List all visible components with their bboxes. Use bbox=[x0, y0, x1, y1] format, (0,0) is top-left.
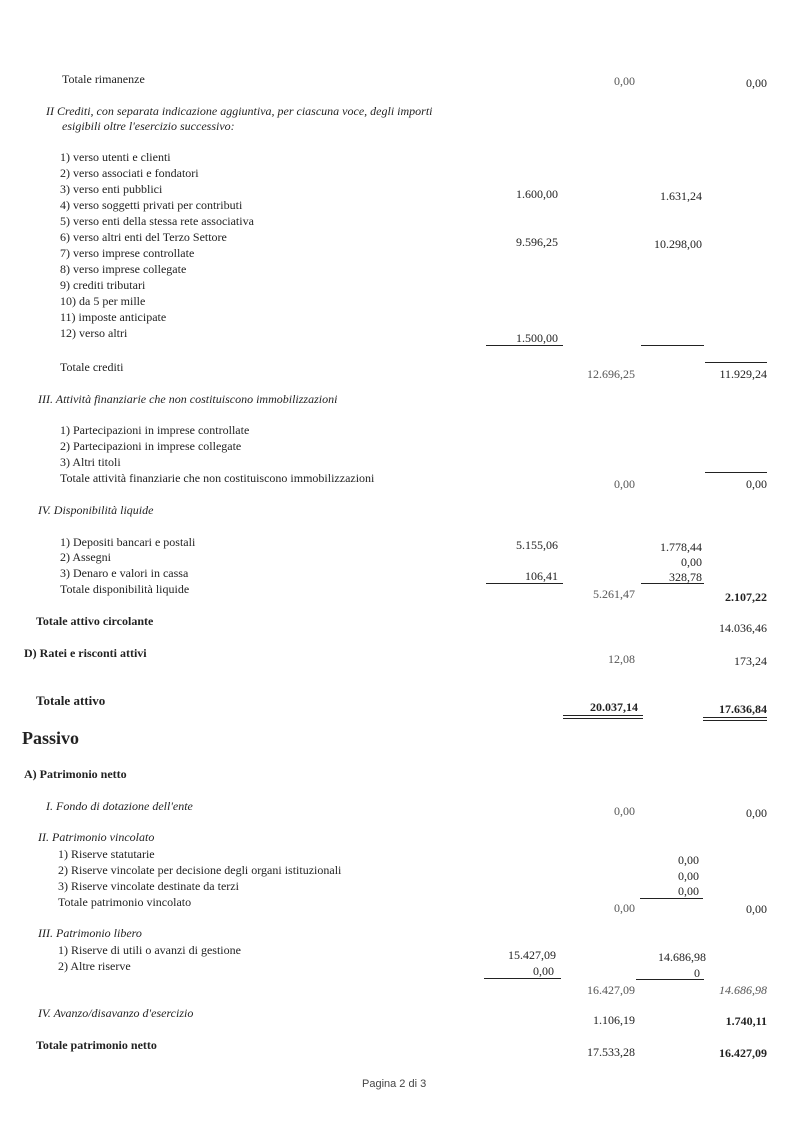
section-title: Passivo bbox=[22, 728, 80, 748]
crediti-6-current: 9.596,25 bbox=[516, 235, 558, 249]
fondo-previous: 0,00 bbox=[746, 806, 767, 820]
crediti-heading: II Crediti, con separata indicazione aggiuntiva, per ciascuna voce, degli importi bbox=[46, 104, 433, 118]
list-item: 9) crediti tributari bbox=[60, 278, 146, 292]
attivita-fin-heading: III. Attività finanziarie che non costituiscono immobilizzazioni bbox=[38, 392, 338, 406]
rimanenze-previous: 0,00 bbox=[746, 76, 767, 90]
libero-total-current: 16.427,09 bbox=[587, 983, 635, 997]
riserve-terzi-previous: 0,00 bbox=[678, 884, 699, 898]
depositi-previous: 1.778,44 bbox=[660, 540, 702, 554]
crediti-total-current: 12.696,25 bbox=[587, 367, 635, 381]
crediti-3-previous: 1.631,24 bbox=[660, 189, 702, 203]
avanzo-current: 1.106,19 bbox=[593, 1013, 635, 1027]
vincolato-heading: II. Patrimonio vincolato bbox=[38, 830, 155, 844]
list-item: 6) verso altri enti del Terzo Settore bbox=[60, 230, 227, 244]
fondo-label: I. Fondo di dotazione dell'ente bbox=[46, 799, 193, 813]
subtotal-rule bbox=[641, 345, 704, 346]
avanzo-previous: 1.740,11 bbox=[725, 1014, 767, 1028]
page-number: Pagina 2 di 3 bbox=[362, 1078, 427, 1090]
list-item: 11) imposte anticipate bbox=[60, 310, 167, 324]
list-item: 3) Denaro e valori in cassa bbox=[60, 566, 189, 580]
denaro-current: 106,41 bbox=[525, 569, 558, 583]
altre-riserve-current: 0,00 bbox=[533, 964, 554, 978]
attivita-fin-total-label: Totale attività finanziarie che non costituiscono immobilizzazioni bbox=[60, 471, 375, 485]
ratei-previous: 173,24 bbox=[734, 654, 767, 668]
vincolato-total-label: Totale patrimonio vincolato bbox=[58, 895, 192, 909]
riserve-organi-previous: 0,00 bbox=[678, 869, 699, 883]
list-item: 1) Depositi bancari e postali bbox=[60, 535, 196, 549]
subtotal-rule bbox=[486, 345, 563, 346]
disponibilita-heading: IV. Disponibilità liquide bbox=[38, 503, 154, 517]
disponibilita-total-current: 5.261,47 bbox=[593, 587, 635, 601]
totale-attivo-current: 20.037,14 bbox=[590, 700, 638, 714]
list-item: 2) Riserve vincolate per decisione degli organi istituzionali bbox=[58, 863, 342, 877]
list-item: 8) verso imprese collegate bbox=[60, 262, 187, 276]
altre-riserve-previous: 0 bbox=[694, 966, 700, 980]
riserve-statutarie-previous: 0,00 bbox=[678, 853, 699, 867]
patrimonio-heading: A) Patrimonio netto bbox=[24, 767, 127, 781]
crediti-3-current: 1.600,00 bbox=[516, 187, 558, 201]
total-rule bbox=[705, 472, 767, 473]
subtotal-rule bbox=[636, 979, 704, 980]
attivita-fin-total-previous: 0,00 bbox=[746, 477, 767, 491]
subtotal-rule bbox=[484, 978, 561, 979]
list-item: 10) da 5 per mille bbox=[60, 294, 146, 308]
total-rule bbox=[705, 362, 767, 363]
assegni-previous: 0,00 bbox=[681, 555, 702, 569]
libero-total-previous: 14.686,98 bbox=[719, 983, 767, 997]
subtotal-rule bbox=[486, 583, 563, 584]
patrimonio-netto-total-label: Totale patrimonio netto bbox=[36, 1038, 157, 1052]
depositi-current: 5.155,06 bbox=[516, 538, 558, 552]
list-item: 1) verso utenti e clienti bbox=[60, 150, 171, 164]
riserve-utili-current: 15.427,09 bbox=[508, 948, 556, 962]
ratei-current: 12,08 bbox=[608, 652, 635, 666]
subtotal-rule bbox=[640, 898, 703, 899]
patrimonio-netto-total-current: 17.533,28 bbox=[587, 1045, 635, 1059]
double-rule bbox=[703, 720, 767, 721]
double-rule bbox=[703, 717, 767, 718]
rimanenze-current: 0,00 bbox=[614, 74, 635, 88]
totale-attivo-label: Totale attivo bbox=[36, 693, 106, 708]
crediti-12-current: 1.500,00 bbox=[516, 331, 558, 345]
list-item: 1) Riserve statutarie bbox=[58, 847, 155, 861]
fondo-current: 0,00 bbox=[614, 804, 635, 818]
denaro-previous: 328,78 bbox=[669, 570, 702, 584]
totale-attivo-previous: 17.636,84 bbox=[719, 702, 767, 716]
double-rule bbox=[563, 715, 643, 716]
attivo-circolante-label: Totale attivo circolante bbox=[36, 614, 154, 628]
subtotal-rule bbox=[641, 583, 704, 584]
crediti-total-label: Totale crediti bbox=[60, 360, 124, 374]
vincolato-total-previous: 0,00 bbox=[746, 902, 767, 916]
disponibilita-total-previous: 2.107,22 bbox=[725, 590, 767, 604]
list-item: 2) Partecipazioni in imprese collegate bbox=[60, 439, 242, 453]
list-item: 2) Assegni bbox=[60, 550, 111, 564]
list-item: 2) Altre riserve bbox=[58, 959, 131, 973]
list-item: 3) Riserve vincolate destinate da terzi bbox=[58, 879, 239, 893]
libero-heading: III. Patrimonio libero bbox=[38, 926, 142, 940]
list-item: 1) Riserve di utili o avanzi di gestione bbox=[58, 943, 241, 957]
list-item: 2) verso associati e fondatori bbox=[60, 166, 199, 180]
double-rule bbox=[563, 718, 643, 719]
list-item: 3) verso enti pubblici bbox=[60, 182, 163, 196]
patrimonio-netto-total-previous: 16.427,09 bbox=[719, 1046, 767, 1060]
list-item: 4) verso soggetti privati per contributi bbox=[60, 198, 243, 212]
rimanenze-label: Totale rimanenze bbox=[62, 72, 145, 86]
attivo-circolante-previous: 14.036,46 bbox=[719, 621, 767, 635]
crediti-heading-cont: esigibili oltre l'esercizio successivo: bbox=[62, 119, 235, 133]
list-item: 12) verso altri bbox=[60, 326, 128, 340]
list-item: 1) Partecipazioni in imprese controllate bbox=[60, 423, 250, 437]
list-item: 3) Altri titoli bbox=[60, 455, 121, 469]
list-item: 7) verso imprese controllate bbox=[60, 246, 195, 260]
crediti-6-previous: 10.298,00 bbox=[654, 237, 702, 251]
disponibilita-total-label: Totale disponibilità liquide bbox=[60, 582, 190, 596]
list-item: 5) verso enti della stessa rete associativa bbox=[60, 214, 254, 228]
riserve-utili-previous: 14.686,98 bbox=[658, 950, 706, 964]
attivita-fin-total-current: 0,00 bbox=[614, 477, 635, 491]
ratei-label: D) Ratei e risconti attivi bbox=[24, 646, 147, 660]
avanzo-label: IV. Avanzo/disavanzo d'esercizio bbox=[38, 1006, 194, 1020]
crediti-total-previous: 11.929,24 bbox=[719, 367, 767, 381]
vincolato-total-current: 0,00 bbox=[614, 901, 635, 915]
